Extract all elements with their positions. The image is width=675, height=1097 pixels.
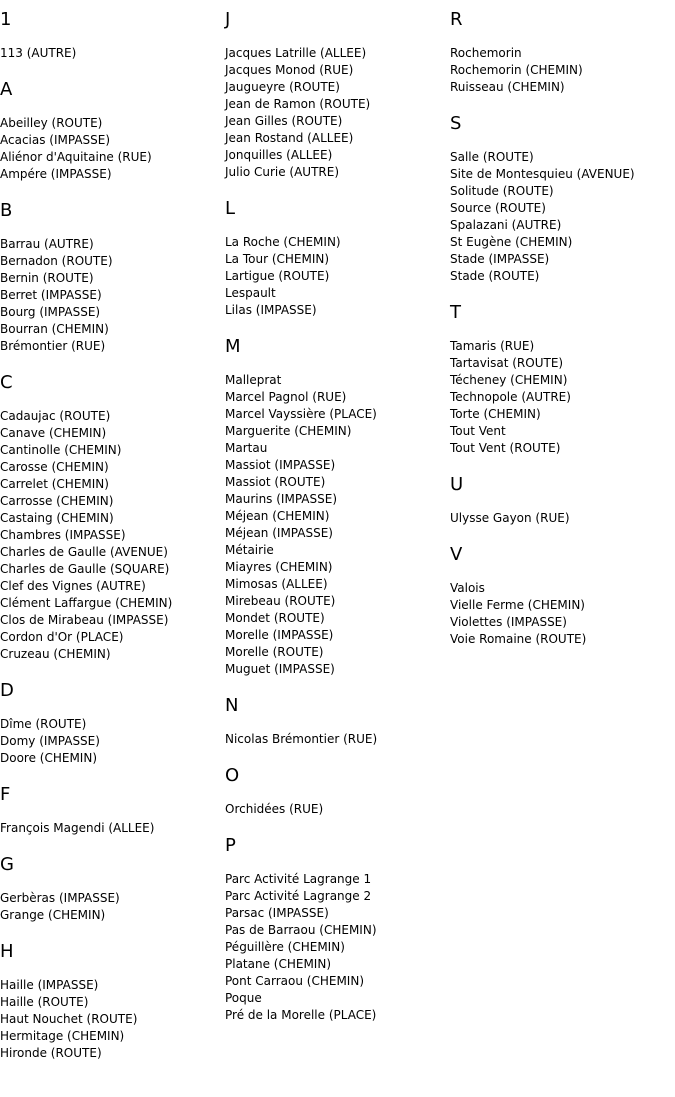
- street-link[interactable]: Martau: [225, 441, 268, 455]
- letter-section: [225, 695, 450, 748]
- street-link[interactable]: Morelle (IMPASSE): [225, 628, 334, 642]
- letter-heading: C: [0, 372, 13, 393]
- street-link[interactable]: Malleprat: [225, 373, 282, 387]
- street-link[interactable]: Barrau (AUTRE): [0, 237, 94, 251]
- street-link[interactable]: Mirebeau (ROUTE): [225, 594, 336, 608]
- letter-section: [450, 474, 675, 527]
- street-link[interactable]: Chambres (IMPASSE): [0, 528, 126, 542]
- street-link[interactable]: Vielle Ferme (CHEMIN): [450, 598, 585, 612]
- street-link[interactable]: Aliénor d'Aquitaine (RUE): [0, 150, 152, 164]
- street-link[interactable]: Haut Nouchet (ROUTE): [0, 1012, 138, 1026]
- street-link[interactable]: Haille (ROUTE): [0, 995, 89, 1009]
- street-link[interactable]: Gerbèras (IMPASSE): [0, 891, 120, 905]
- street-link[interactable]: Mondet (ROUTE): [225, 611, 325, 625]
- street-link[interactable]: Clément Laffargue (CHEMIN): [0, 596, 173, 610]
- street-link[interactable]: Orchidées (RUE): [225, 802, 324, 816]
- street-link[interactable]: Métairie: [225, 543, 274, 557]
- street-list: [0, 820, 225, 837]
- letter-heading: B: [0, 200, 13, 221]
- street-link[interactable]: Marguerite (CHEMIN): [225, 424, 352, 438]
- street-link[interactable]: Berret (IMPASSE): [0, 288, 102, 302]
- street-link[interactable]: Marcel Pagnol (RUE): [225, 390, 347, 404]
- street-link[interactable]: Jonquilles (ALLEE): [225, 148, 333, 162]
- street-link[interactable]: Méjean (CHEMIN): [225, 509, 330, 523]
- street-link[interactable]: Jacques Monod (RUE): [225, 63, 354, 77]
- street-link[interactable]: Morelle (ROUTE): [225, 645, 324, 659]
- letter-heading: M: [225, 336, 241, 357]
- street-list: [0, 115, 225, 183]
- letter-section: [0, 79, 225, 183]
- street-link[interactable]: Mimosas (ALLEE): [225, 577, 328, 591]
- street-link[interactable]: Marcel Vayssière (PLACE): [225, 407, 377, 421]
- letter-heading: S: [450, 113, 462, 134]
- street-link[interactable]: Tout Vent (ROUTE): [450, 441, 561, 455]
- street-link[interactable]: Jean Gilles (ROUTE): [225, 114, 343, 128]
- street-list: [0, 45, 225, 62]
- street-link[interactable]: Technopole (AUTRE): [450, 390, 571, 404]
- street-link[interactable]: Méjean (IMPASSE): [225, 526, 333, 540]
- street-link[interactable]: Valois: [450, 581, 485, 595]
- street-link[interactable]: Miayres (CHEMIN): [225, 560, 333, 574]
- street-link[interactable]: Rochemorin: [450, 46, 522, 60]
- letter-section: [0, 372, 225, 663]
- street-link[interactable]: Parc Activité Lagrange 2: [225, 889, 372, 903]
- street-link[interactable]: Muguet (IMPASSE): [225, 662, 335, 676]
- street-link[interactable]: Charles de Gaulle (AVENUE): [0, 545, 168, 559]
- street-list: [225, 45, 450, 181]
- street-index-column: [0, 9, 225, 1079]
- street-link[interactable]: Péguillère (CHEMIN): [225, 940, 345, 954]
- street-link[interactable]: Massiot (ROUTE): [225, 475, 326, 489]
- street-link[interactable]: Cadaujac (ROUTE): [0, 409, 111, 423]
- street-list: [225, 234, 450, 319]
- street-link[interactable]: Bourg (IMPASSE): [0, 305, 101, 319]
- letter-section: [225, 765, 450, 818]
- street-link[interactable]: Carrelet (CHEMIN): [0, 477, 109, 491]
- street-link[interactable]: Source (ROUTE): [450, 201, 546, 215]
- street-link[interactable]: Violettes (IMPASSE): [450, 615, 567, 629]
- street-link[interactable]: Pré de la Morelle (PLACE): [225, 1008, 377, 1022]
- street-link[interactable]: Salle (ROUTE): [450, 150, 534, 164]
- letter-section: [450, 544, 675, 648]
- street-link[interactable]: Domy (IMPASSE): [0, 734, 100, 748]
- letter-heading: U: [450, 474, 464, 495]
- street-link[interactable]: Ampére (IMPASSE): [0, 167, 112, 181]
- street-link[interactable]: Tamaris (RUE): [450, 339, 535, 353]
- street-index-column: [450, 9, 675, 665]
- street-link[interactable]: Doore (CHEMIN): [0, 751, 98, 765]
- letter-section: [0, 941, 225, 1062]
- street-list: [0, 408, 225, 663]
- street-link[interactable]: Torte (CHEMIN): [450, 407, 541, 421]
- letter-heading: T: [450, 302, 461, 323]
- letter-heading: R: [450, 9, 463, 30]
- letter-heading: J: [225, 9, 231, 30]
- street-list: [450, 510, 675, 527]
- letter-section: [225, 198, 450, 319]
- street-link[interactable]: Site de Montesquieu (AVENUE): [450, 167, 635, 181]
- street-link[interactable]: Spalazani (AUTRE): [450, 218, 562, 232]
- letter-section: [225, 9, 450, 181]
- street-link[interactable]: Clef des Vignes (AUTRE): [0, 579, 146, 593]
- letter-section: [0, 854, 225, 924]
- street-link[interactable]: St Eugène (CHEMIN): [450, 235, 573, 249]
- street-link[interactable]: Poque: [225, 991, 262, 1005]
- letter-section: [0, 680, 225, 767]
- letter-section: [450, 9, 675, 96]
- letter-section: [450, 113, 675, 285]
- street-link[interactable]: Clos de Mirabeau (IMPASSE): [0, 613, 169, 627]
- street-link[interactable]: Lartigue (ROUTE): [225, 269, 330, 283]
- street-link[interactable]: Jean Rostand (ALLEE): [225, 131, 354, 145]
- letter-heading: 1: [0, 9, 12, 30]
- street-link[interactable]: Bernin (ROUTE): [0, 271, 94, 285]
- street-list: [450, 580, 675, 648]
- street-link[interactable]: Ulysse Gayon (RUE): [450, 511, 570, 525]
- street-link[interactable]: Hironde (ROUTE): [0, 1046, 102, 1060]
- street-link[interactable]: Brémontier (RUE): [0, 339, 106, 353]
- street-list: [0, 716, 225, 767]
- street-link[interactable]: Tout Vent: [450, 424, 506, 438]
- letter-heading: P: [225, 835, 236, 856]
- street-link[interactable]: Dîme (ROUTE): [0, 717, 87, 731]
- letter-section: [0, 784, 225, 837]
- street-list: [225, 871, 450, 1024]
- letter-heading: A: [0, 79, 13, 100]
- letter-heading: G: [0, 854, 14, 875]
- street-link[interactable]: Haille (IMPASSE): [0, 978, 99, 992]
- street-link[interactable]: Parsac (IMPASSE): [225, 906, 329, 920]
- street-list: [450, 45, 675, 96]
- street-link[interactable]: Jean de Ramon (ROUTE): [225, 97, 371, 111]
- letter-heading: N: [225, 695, 239, 716]
- street-list: [225, 801, 450, 818]
- street-link[interactable]: La Roche (CHEMIN): [225, 235, 341, 249]
- letter-heading: H: [0, 941, 14, 962]
- street-link[interactable]: Pas de Barraou (CHEMIN): [225, 923, 377, 937]
- street-link[interactable]: Grange (CHEMIN): [0, 908, 106, 922]
- letter-heading: L: [225, 198, 236, 219]
- street-list: [0, 236, 225, 355]
- street-link[interactable]: Cantinolle (CHEMIN): [0, 443, 122, 457]
- street-link[interactable]: Parc Activité Lagrange 1: [225, 872, 372, 886]
- street-link[interactable]: Stade (IMPASSE): [450, 252, 550, 266]
- street-link[interactable]: Nicolas Brémontier (RUE): [225, 732, 378, 746]
- street-link[interactable]: Castaing (CHEMIN): [0, 511, 114, 525]
- street-link[interactable]: Solitude (ROUTE): [450, 184, 554, 198]
- street-link[interactable]: Lespault: [225, 286, 276, 300]
- street-link[interactable]: Pont Carraou (CHEMIN): [225, 974, 364, 988]
- street-link[interactable]: François Magendi (ALLEE): [0, 821, 155, 835]
- letter-section: [225, 835, 450, 1024]
- street-link[interactable]: La Tour (CHEMIN): [225, 252, 330, 266]
- street-link[interactable]: Cordon d'Or (PLACE): [0, 630, 124, 644]
- street-link[interactable]: Maurins (IMPASSE): [225, 492, 338, 506]
- letter-section: [0, 200, 225, 355]
- street-list: [0, 977, 225, 1062]
- letter-heading: O: [225, 765, 240, 786]
- letter-section: [0, 9, 225, 62]
- street-link[interactable]: Charles de Gaulle (SQUARE): [0, 562, 170, 576]
- street-link[interactable]: Carosse (CHEMIN): [0, 460, 109, 474]
- street-link[interactable]: Bernadon (ROUTE): [0, 254, 113, 268]
- street-link[interactable]: Abeilley (ROUTE): [0, 116, 103, 130]
- street-link[interactable]: 113 (AUTRE): [0, 46, 77, 60]
- street-link[interactable]: Lilas (IMPASSE): [225, 303, 317, 317]
- street-link[interactable]: Rochemorin (CHEMIN): [450, 63, 583, 77]
- street-link[interactable]: Julio Curie (AUTRE): [225, 165, 340, 179]
- street-link[interactable]: Tartavisat (ROUTE): [450, 356, 564, 370]
- street-link[interactable]: Voie Romaine (ROUTE): [450, 632, 587, 646]
- street-link[interactable]: Técheney (CHEMIN): [450, 373, 568, 387]
- street-link[interactable]: Ruisseau (CHEMIN): [450, 80, 565, 94]
- street-list: [225, 372, 450, 678]
- street-list: [0, 890, 225, 924]
- street-link[interactable]: Cruzeau (CHEMIN): [0, 647, 111, 661]
- street-list: [450, 149, 675, 285]
- letter-heading: D: [0, 680, 14, 701]
- letter-section: [450, 302, 675, 457]
- street-link[interactable]: Massiot (IMPASSE): [225, 458, 336, 472]
- street-index-column: [225, 9, 450, 1041]
- street-link[interactable]: Platane (CHEMIN): [225, 957, 332, 971]
- street-link[interactable]: Acacias (IMPASSE): [0, 133, 111, 147]
- street-link[interactable]: Carrosse (CHEMIN): [0, 494, 114, 508]
- street-link[interactable]: Jaugueyre (ROUTE): [225, 80, 340, 94]
- letter-heading: V: [450, 544, 463, 565]
- letter-heading: F: [0, 784, 11, 805]
- street-list: [450, 338, 675, 457]
- street-list: [225, 731, 450, 748]
- street-link[interactable]: Jacques Latrille (ALLEE): [225, 46, 367, 60]
- street-link[interactable]: Bourran (CHEMIN): [0, 322, 109, 336]
- street-link[interactable]: Stade (ROUTE): [450, 269, 540, 283]
- street-link[interactable]: Hermitage (CHEMIN): [0, 1029, 125, 1043]
- letter-section: [225, 336, 450, 678]
- street-link[interactable]: Canave (CHEMIN): [0, 426, 107, 440]
